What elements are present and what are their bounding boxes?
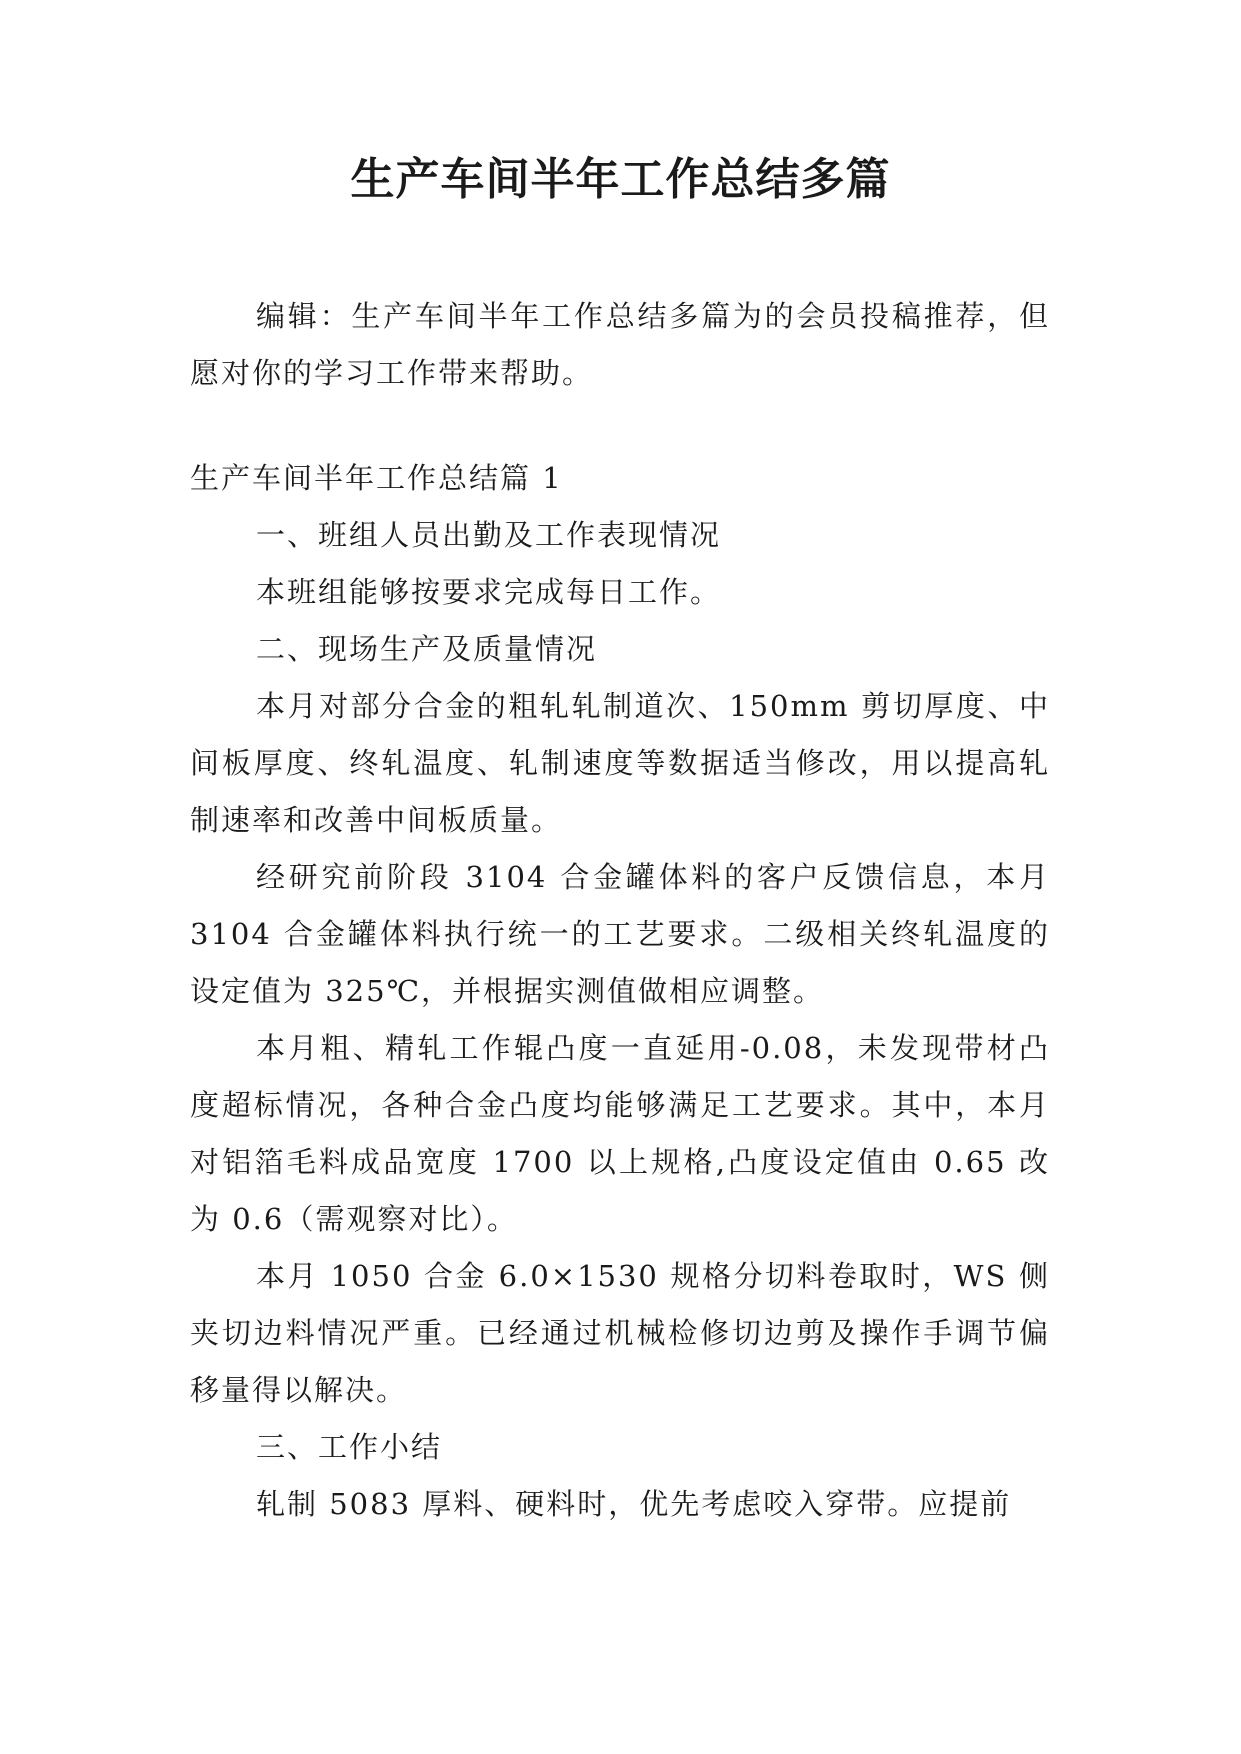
- document-title: 生产车间半年工作总结多篇: [350, 154, 891, 205]
- document-body: [190, 288, 1050, 1533]
- heading-production-quality: 二、现场生产及质量情况: [256, 632, 598, 666]
- paragraph-rolling-parameters: 本月对部分合金的粗轧轧制道次、150mm 剪切厚度、中间板厚度、终轧温度、轧制速度等数据适当修改，用以提高轧制速率和改善中间板质量。: [190, 689, 1050, 837]
- section-heading: 生产车间半年工作总结篇 1: [190, 461, 563, 495]
- paragraph-5083-rolling: 轧制 5083 厚料、硬料时，优先考虑咬入穿带。应提前: [256, 1487, 1012, 1521]
- heading-work-summary: 三、工作小结: [256, 1430, 443, 1464]
- paragraph-1050-alloy: 本月 1050 合金 6.0×1530 规格分切料卷取时，WS 侧夹切边料情况严重。已经通过机械检修切边剪及操作手调节偏移量得以解决。: [190, 1259, 1050, 1407]
- paragraph-roll-crown: 本月粗、精轧工作辊凸度一直延用-0.08，未发现带材凸度超标情况，各种合金凸度均能够满足工艺要求。其中，本月对铝箔毛料成品宽度 1700 以上规格,凸度设定值由 0.65 改为 0.6（需观察对比）。: [190, 1031, 1050, 1236]
- paragraph-attendance: 本班组能够按要求完成每日工作。: [256, 575, 722, 609]
- paragraph-gap: [190, 402, 1050, 450]
- paragraph-3104-alloy: 经研究前阶段 3104 合金罐体料的客户反馈信息，本月 3104 合金罐体料执行统一的工艺要求。二级相关终轧温度的设定值为 325℃，并根据实测值做相应调整。: [190, 860, 1050, 1008]
- intro-paragraph: 编辑：生产车间半年工作总结多篇为的会员投稿推荐，但愿对你的学习工作带来帮助。: [190, 299, 1050, 390]
- heading-attendance: 一、班组人员出勤及工作表现情况: [256, 518, 722, 552]
